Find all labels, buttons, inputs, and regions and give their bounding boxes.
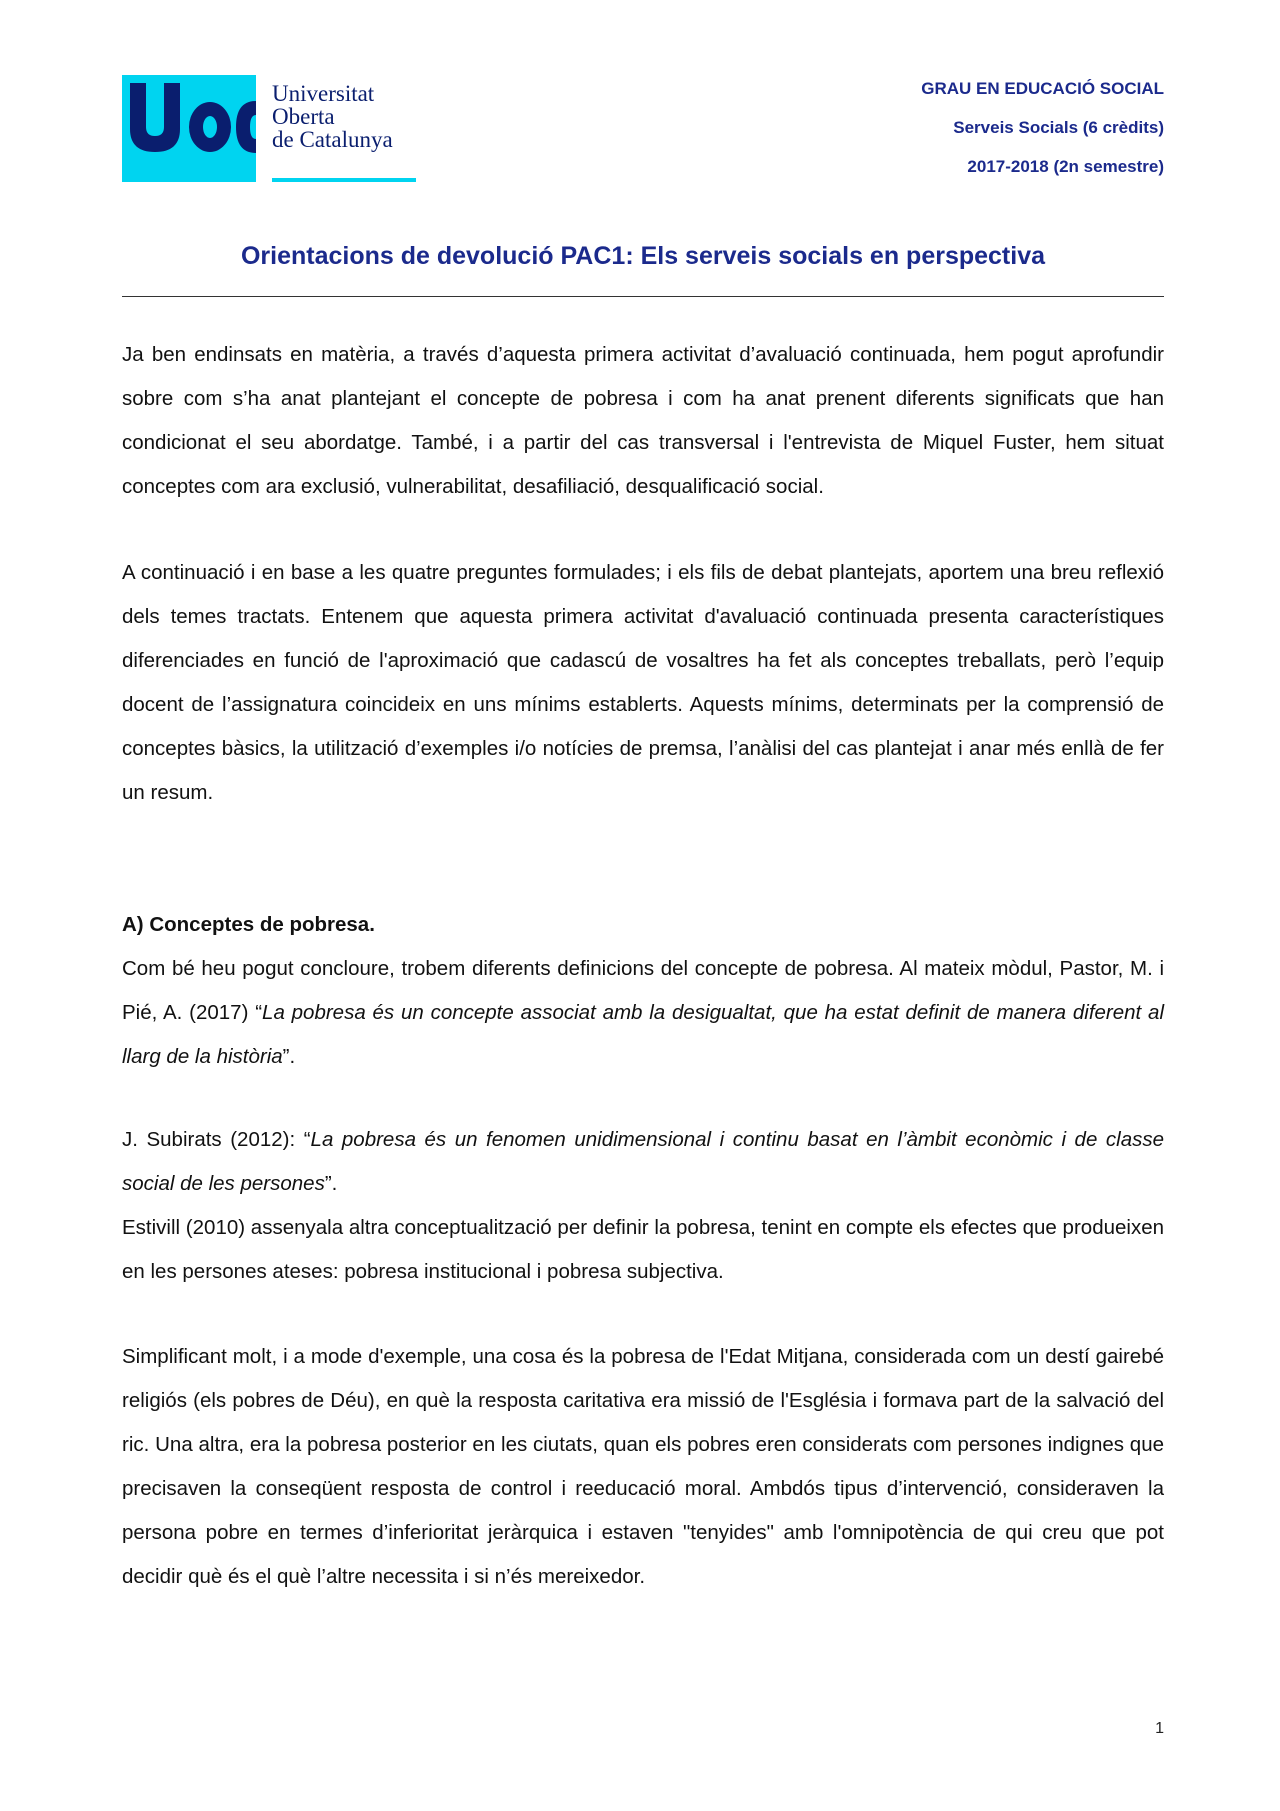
course-name: Serveis Socials (6 crèdits) — [953, 118, 1164, 137]
pastor-quote: La pobresa és un concepte associat amb la desigualtat, que ha estat definit de manera diferent al llarg de la història — [122, 1001, 1165, 1068]
logo-wordmark — [272, 82, 393, 151]
logo-line-1: Universitat — [272, 81, 375, 106]
page-number: 1 — [1155, 1720, 1164, 1737]
document-title: Orientacions de devolució PAC1: Els serveis socials en perspectiva — [240, 242, 1046, 270]
second-text: A continuació i en base a les quatre preguntes formulades; i els fils de debat plantejats, aportem una breu reflexió dels temes tractats. Entenem que aquesta primera activitat d'avaluació continuada presenta característiques diferenciades en funció de l'aproximació que cadascú de vosaltres ha fet als conceptes treballats, però l’equip docent de l’assignatura coincideix en uns mínims establerts. Aquests mínims, determinats per la comprensió de conceptes bàsics, la utilització d’exemples i/o notícies de premsa, l’anàlisi del cas plantejat i anar més enllà de fer un resum. — [122, 561, 1164, 804]
simplificant-paragraph — [122, 1335, 1164, 1599]
subirats-citation — [122, 1118, 1164, 1206]
course-header — [921, 78, 1164, 195]
logo-line-3: de Catalunya — [272, 127, 393, 152]
second-paragraph — [122, 551, 1164, 815]
intro-paragraph — [122, 333, 1164, 509]
subirats-lead: J. Subirats (2012): “ — [122, 1128, 311, 1151]
logo-line-2: Oberta — [272, 104, 335, 129]
estivill-text: Estivill (2010) assenyala altra conceptualització per definir la pobresa, tenint en compte els efectes que produeixen en les persones ateses: pobresa institucional i pobresa subjectiva. — [122, 1216, 1164, 1283]
course-term: 2017-2018 (2n semestre) — [967, 157, 1164, 176]
section-a — [122, 903, 1164, 1079]
title-divider — [122, 296, 1164, 297]
pastor-end: ”. — [282, 1045, 296, 1068]
section-a-heading: A) Conceptes de pobresa. — [122, 913, 375, 936]
pastor-lead: Com bé heu pogut concloure, trobem diferents definicions del concepte de pobresa. Al mateix mòdul, Pastor, M. i Pié, A. (2017) “ — [122, 957, 1164, 1024]
subirats-block — [122, 1118, 1164, 1294]
degree-name: GRAU EN EDUCACIÓ SOCIAL — [921, 79, 1164, 98]
pastor-citation — [122, 947, 1164, 1079]
simplificant-text: Simplificant molt, i a mode d'exemple, una cosa és la pobresa de l'Edat Mitjana, considerada com un destí gairebé religiós (els pobres de Déu), en què la resposta caritativa era missió de l'Església i formava part de la salvació del ric. Una altra, era la pobresa posterior en les ciutats, quan els pobres eren considerats com persones indignes que precisaven la conseqüent resposta de control i reeducació moral. Ambdós tipus d’intervenció, consideraven la persona pobre en termes d’inferioritat jeràrquica i estaven "tenyides" amb l'omnipotència de qui creu que pot decidir què és el què l’altre necessita i si n’és mereixedor. — [122, 1345, 1164, 1588]
subirats-end: ”. — [324, 1172, 338, 1195]
intro-text: Ja ben endinsats en matèria, a través d’aquesta primera activitat d’avaluació continuada, hem pogut aprofundir sobre com s’ha anat plantejant el concepte de pobresa i com ha anat prenent diferents significats que han condicionat el seu abordatge. També, i a partir del cas transversal i l'entrevista de Miquel Fuster, hem situat conceptes com ara exclusió, vulnerabilitat, desafiliació, desqualificació social. — [122, 343, 1164, 498]
subirats-quote: La pobresa és un fenomen unidimensional i continu basat en l’àmbit econòmic i de classe social de les persones — [122, 1128, 1165, 1195]
